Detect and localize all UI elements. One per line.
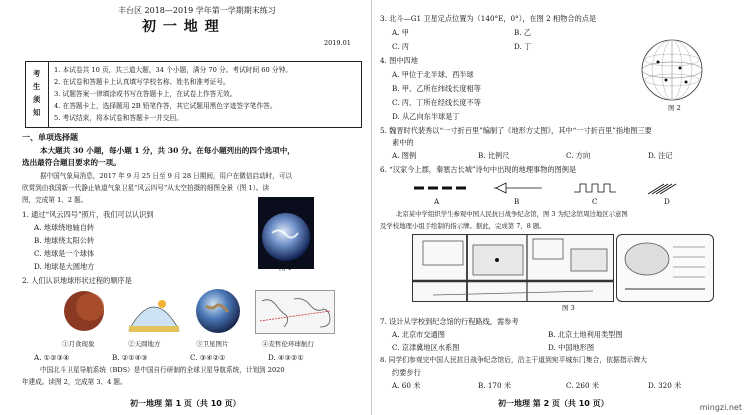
passage: 欣赏到由我国新一代静止轨道气象卫星“风云四号”从太空拍摄的细图全景（图 1）。读: [22, 184, 270, 192]
q6-option-d: D: [664, 197, 670, 206]
q4-option-a: A. 甲位于北半球、西半球: [392, 70, 474, 79]
q3-option-c: C. 丙: [392, 42, 409, 51]
question-6-stem: 6. “汉家今上郡，秦塞古长城”诗句中出现的地理事物的图例是: [380, 165, 577, 174]
question-2-stem: 2. 人们认识地球形状过程的顺序是: [22, 276, 132, 285]
figure-1-label: 图 1: [279, 264, 292, 272]
question-8-stem: 8. 同学们参观完中国人民抗日战争纪念馆后，沿主干道到宛平城东门集合，依据指示牌大: [380, 356, 647, 364]
passage: 中国北斗卫星导航系统（BDS）是中国自行研制的全球卫星导航系统，计划到 2020: [40, 366, 285, 374]
page-footer: 初一地理 第 1 页（共 10 页）: [130, 399, 241, 408]
q1-option-c: C. 地球是一个球体: [34, 249, 95, 258]
q4-option-b: B. 甲、乙所在纬线长度相等: [392, 84, 481, 93]
q4-option-c: C. 丙、丁所在经线长度不等: [392, 98, 481, 107]
page-1: [0, 0, 372, 415]
q8-option-b: B. 170 米: [478, 381, 512, 390]
q3-option-b: B. 乙: [514, 28, 532, 37]
q3-option-d: D. 丁: [514, 42, 532, 51]
notice-item: 1. 本试卷共 10 页，共三道大题，34 个小题，满分 70 分。考试时间 60 分钟。: [54, 66, 292, 74]
passage: 图，完成第 1、2 题。: [22, 196, 88, 204]
q5-option-a: A. 图例: [392, 151, 417, 160]
pic-caption: ③卫星图片: [196, 340, 229, 348]
q8-option-d: D. 320 米: [648, 381, 682, 390]
lunar-eclipse-picture: [60, 290, 108, 332]
watermark: mingzi.net: [699, 403, 742, 412]
museum-area-map: [412, 234, 614, 302]
pic-caption: ④麦哲伦环球航行: [262, 340, 314, 348]
q2-option-c: C. ③④②①: [190, 353, 226, 362]
page-footer: 初一地理 第 2 页（共 10 页）: [498, 399, 609, 408]
figure-3-label: 图 3: [562, 304, 575, 312]
notice-side: 考 生 须 知: [26, 62, 49, 127]
section-title: 一、单项选择题: [22, 133, 78, 142]
question-4-stem: 4. 图中四地: [380, 56, 418, 65]
world-voyage-map-picture: [255, 290, 335, 334]
q4-option-d: D. 从乙向东半球是丁: [392, 112, 460, 121]
q7-option-d: D. 中国地形图: [548, 343, 595, 352]
q7-option-b: B. 北京土地利用类型图: [548, 330, 623, 339]
passage: 及学校地理小组手绘制的指示牌。据此，完成第 7、8 题。: [380, 222, 546, 230]
earth-photo: [258, 197, 314, 269]
section-intro: 本大题共 30 小题，每小题 1 分，共 30 分。在每小题列出的四个选项中，: [40, 146, 295, 155]
q8-option-c: C. 260 米: [566, 381, 600, 390]
globe-grid-figure: [640, 38, 704, 102]
q6-option-a: A: [434, 197, 440, 206]
q1-option-b: B. 地球绕太阳公转: [34, 236, 95, 245]
passage: 据中国气象局消息，2017 年 9 月 25 日至 9 月 28 日期间，用户在微信启动时，可以: [40, 172, 293, 180]
question-1-stem: 1. 通过“风云四号”照片，我们可以认识到: [22, 210, 154, 219]
q5-option-d: D. 注记: [648, 151, 673, 160]
q1-option-d: D. 地球是大圆地方: [34, 262, 95, 271]
sign-board: [616, 234, 714, 302]
sky-dome-picture: [124, 290, 184, 334]
q2-option-b: B. ②①④③: [112, 353, 148, 362]
subject-title: 初 一 地 理: [142, 19, 220, 35]
q6-option-b: B: [514, 197, 520, 206]
passage: 北京某中学组织学生参观中国人民抗日战争纪念馆，图 3 为纪念馆周边地区示意图: [396, 210, 628, 218]
notice-box: [25, 61, 362, 128]
q2-option-d: D. ④③②①: [268, 353, 304, 362]
q6-option-c: C: [592, 197, 598, 206]
q2-option-a: A. ①②③④: [34, 353, 70, 362]
notice-item: 3. 试题答案一律填涂或书写在答题卡上，在试卷上作答无效。: [54, 90, 237, 98]
pic-caption: ②天圆地方: [128, 340, 161, 348]
q7-option-a: A. 北京市交通图: [392, 330, 445, 339]
question-3-stem: 3. 北斗—G1 卫星定点位置为（140°E，0°），在图 2 相物合的点是: [380, 14, 597, 23]
notice-item: 4. 在答题卡上，选择题用 2B 铅笔作答，其它试题用黑色字迹签字笔作答。: [54, 102, 277, 110]
q8-option-a: A. 60 米: [392, 381, 421, 390]
q5-option-c: C. 方向: [566, 151, 591, 160]
q7-option-c: C. 京津冀地区水系图: [392, 343, 460, 352]
notice-item: 2. 在试卷和答题卡上认真填写学校名称、姓名和准考证号。: [54, 78, 230, 86]
section-intro: 选出最符合题目要求的一项。: [22, 158, 121, 167]
question-5-stem-cont: 素中的: [392, 138, 414, 147]
q5-option-b: B. 比例尺: [478, 151, 510, 160]
satellite-earth-picture: [194, 288, 242, 334]
exam-title: 丰台区 2018—2019 学年第一学期期末练习: [118, 6, 276, 15]
question-7-stem: 7. 设计从学校到纪念馆的行程路线，需参考: [380, 317, 519, 326]
exam-date: 2019.01: [324, 39, 351, 47]
question-8-stem-cont: 约要步行: [392, 368, 421, 377]
page-2: [372, 0, 750, 415]
q3-option-a: A. 甲: [392, 28, 409, 37]
notice-item: 5. 考试结束，将本试卷和答题卡一并交回。: [54, 114, 183, 122]
question-5-stem: 5. 魏晋时代裴秀以“一寸折百里”编制了《地形方丈图》，其中“一寸折百里”指地图三要: [380, 126, 652, 135]
legend-symbols: [412, 180, 712, 196]
pic-caption: ①月食现象: [62, 340, 95, 348]
passage: 年建成。读图 2，完成第 3、4 题。: [22, 378, 127, 386]
q1-option-a: A. 地球绕地轴自转: [34, 223, 95, 232]
figure-2-label: 图 2: [668, 104, 681, 112]
